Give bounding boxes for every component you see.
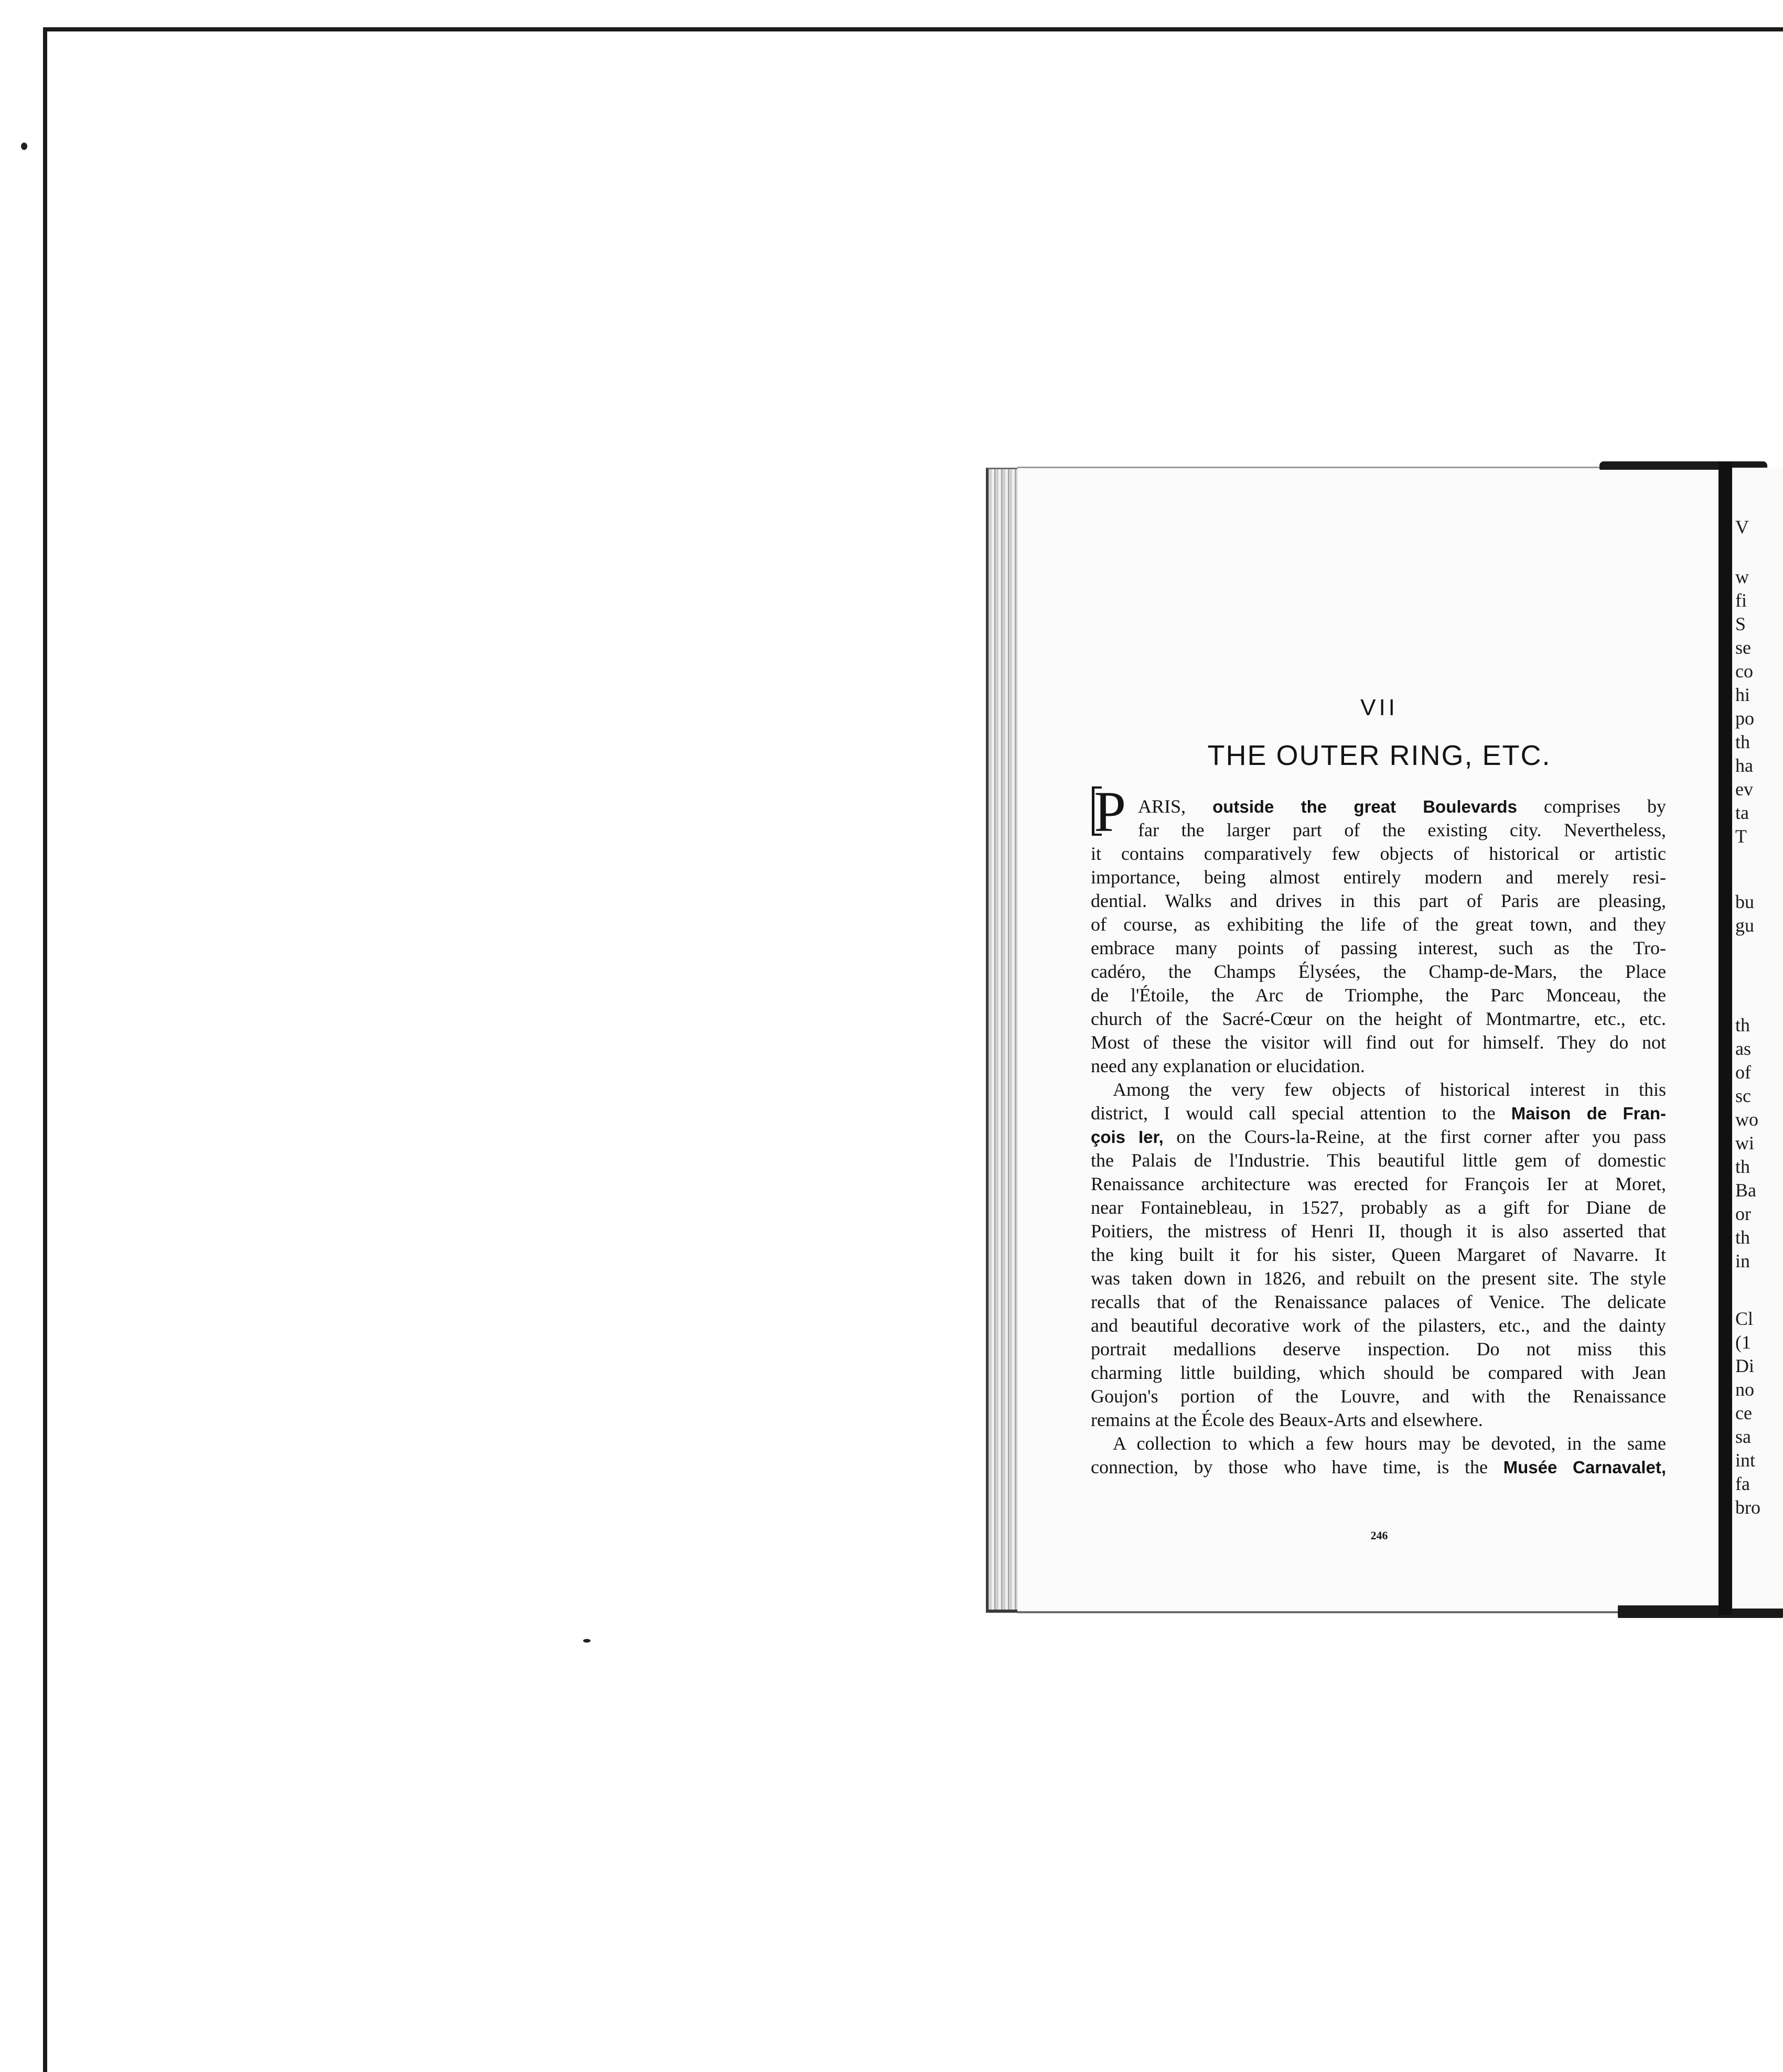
text-line-content: de l'Étoile, the Arc de Triomphe, the Parc Monceau, the — [1091, 985, 1666, 1006]
facing-page-fragment: Di — [1735, 1355, 1754, 1376]
text-line — [1091, 1101, 1666, 1125]
facing-page-fragment: wo — [1735, 1109, 1758, 1130]
text-line-content: dential. Walks and drives in this part of Paris are pleasing, — [1091, 890, 1666, 911]
facing-page-fragment: S — [1735, 613, 1746, 634]
facing-page-fragment: Cl — [1735, 1308, 1754, 1329]
text-line — [1113, 1077, 1666, 1102]
text-line-content: Poitiers, the mistress of Henri II, though it is also asserted that — [1091, 1221, 1666, 1242]
text-line — [1091, 1219, 1666, 1243]
scan-frame-left — [43, 27, 47, 2072]
facing-page-fragment: in — [1735, 1250, 1750, 1271]
text-line — [1091, 912, 1666, 936]
facing-page-fragment: sa — [1735, 1426, 1751, 1447]
text-line-content: the king built it for his sister, Queen Margaret of Navarre. It — [1091, 1244, 1666, 1265]
text-line-content: Renaissance architecture was erected for François Ier at Moret, — [1091, 1173, 1666, 1194]
text-line — [1091, 841, 1666, 866]
facing-page-fragment: V — [1735, 516, 1749, 537]
facing-page-fragment: po — [1735, 708, 1754, 729]
scan-speck — [583, 1639, 590, 1643]
text-line — [1091, 936, 1666, 960]
facing-page-fragment: or — [1735, 1203, 1751, 1224]
page-edges — [986, 468, 1021, 1613]
text-line-content: church of the Sacré-Cœur on the height of Montmartre, etc., etc. — [1091, 1008, 1666, 1029]
text-line-content: charming little building, which should be compared with Jean — [1091, 1362, 1666, 1383]
facing-page-fragment: ha — [1735, 755, 1753, 776]
facing-page-fragment: bu — [1735, 891, 1754, 912]
text-run: ARIS, — [1138, 796, 1213, 817]
text-line — [1091, 1290, 1666, 1314]
text-line-content: remains at the École des Beaux-Arts and elsewhere. — [1091, 1409, 1483, 1430]
scan-speck — [21, 143, 27, 150]
text-line-content: importance, being almost entirely modern and merely resi- — [1091, 867, 1666, 888]
text-run: connection, by those who have time, is the — [1091, 1456, 1503, 1477]
chapter-title: THE OUTER RING, ETC. — [1207, 740, 1551, 771]
facing-page-fragment: as — [1735, 1038, 1751, 1059]
facing-page-fragment: sc — [1735, 1085, 1751, 1106]
facing-page-fragment: bro — [1735, 1497, 1760, 1518]
facing-page-fragment: ta — [1735, 802, 1749, 823]
text-line — [1091, 983, 1666, 1007]
text-line — [1138, 794, 1666, 818]
facing-page-fragment: th — [1735, 1227, 1750, 1248]
text-line — [1091, 1313, 1666, 1337]
facing-page-fragment: se — [1735, 637, 1751, 658]
facing-page-fragment: th — [1735, 1156, 1750, 1177]
text-line-content: of course, as exhibiting the life of the great town, and they — [1091, 914, 1666, 935]
text-line — [1113, 1431, 1666, 1455]
text-run: district, I would call special attention to the — [1091, 1103, 1511, 1124]
text-line — [1091, 1361, 1666, 1385]
chapter-number: VII — [1360, 695, 1398, 720]
facing-page-fragment: Ba — [1735, 1180, 1756, 1201]
text-line-content: portrait medallions deserve inspection. Do not miss this — [1091, 1339, 1666, 1359]
text-line — [1091, 1148, 1666, 1172]
bold-term: Musée Carnavalet, — [1503, 1458, 1666, 1477]
text-line-content: recalls that of the Renaissance palaces of Venice. The delicate — [1091, 1291, 1666, 1312]
text-line — [1091, 1266, 1666, 1290]
facing-page-fragment: wi — [1735, 1132, 1754, 1153]
facing-page-fragment: T — [1735, 826, 1747, 847]
facing-page-fragment: fi — [1735, 590, 1747, 611]
bold-term: outside the great Boulevards — [1212, 797, 1517, 816]
facing-page-fragment: fa — [1735, 1473, 1750, 1494]
book-spine — [1718, 461, 1732, 1615]
facing-page-fragment: no — [1735, 1379, 1754, 1400]
facing-page-fragment: th — [1735, 731, 1750, 752]
text-line-content: need any explanation or elucidation. — [1091, 1055, 1365, 1076]
facing-page-fragment: w — [1735, 566, 1749, 587]
text-line — [1091, 1007, 1666, 1031]
text-line — [1091, 959, 1666, 984]
text-line-content: cadéro, the Champs Élysées, the Champ-de-Mars, the Place — [1091, 961, 1666, 982]
text-line — [1091, 1408, 1666, 1432]
facing-page-fragment: int — [1735, 1450, 1756, 1471]
facing-page-fragment: ev — [1735, 779, 1753, 800]
text-line-content: Goujon's portion of the Louvre, and with the Renaissance — [1091, 1386, 1666, 1407]
facing-page-fragment: gu — [1735, 915, 1754, 936]
page-number: 246 — [1370, 1529, 1388, 1542]
text-line — [1091, 1054, 1666, 1078]
text-line-content: Most of these the visitor will find out for himself. They do not — [1091, 1032, 1666, 1053]
text-line — [1091, 1030, 1666, 1054]
facing-page-fragment: hi — [1735, 684, 1750, 705]
scan-frame-top — [43, 27, 1783, 31]
text-line-content: A collection to which a few hours may be devoted, in the same — [1113, 1433, 1666, 1454]
text-line-content: near Fontainebleau, in 1527, probably as a gift for Diane de — [1091, 1197, 1666, 1218]
text-line-content: was taken down in 1826, and rebuilt on the present site. The style — [1091, 1268, 1666, 1289]
text-line-content: it contains comparatively few objects of historical or artistic — [1091, 843, 1666, 864]
text-line — [1091, 1337, 1666, 1361]
text-run: comprises by — [1517, 796, 1666, 817]
text-line — [1091, 1455, 1666, 1479]
facing-page-fragment: th — [1735, 1015, 1750, 1035]
text-line — [1138, 818, 1666, 842]
facing-page-fragment: of — [1735, 1062, 1751, 1083]
facing-page-fragment: co — [1735, 661, 1753, 682]
text-line — [1091, 865, 1666, 889]
text-run: on the Cours-la-Reine, at the first corner after you pass — [1163, 1126, 1666, 1147]
text-line — [1091, 1195, 1666, 1220]
text-line — [1091, 1125, 1666, 1149]
text-line — [1091, 1243, 1666, 1267]
text-line — [1091, 1384, 1666, 1408]
right-page-fragment — [1732, 468, 1783, 1609]
text-line — [1091, 1172, 1666, 1196]
bold-term: Maison de Fran- — [1511, 1104, 1666, 1123]
text-line — [1091, 889, 1666, 913]
text-line-content: Among the very few objects of historical interest in this — [1113, 1079, 1666, 1100]
facing-page-fragment: (1 — [1735, 1332, 1751, 1353]
text-line-content: and beautiful decorative work of the pilasters, etc., and the dainty — [1091, 1315, 1666, 1336]
text-line-content: far the larger part of the existing city. Nevertheless, — [1138, 819, 1666, 840]
facing-page-fragment: ce — [1735, 1402, 1752, 1423]
text-line-content: embrace many points of passing interest, such as the Tro- — [1091, 937, 1666, 958]
drop-cap: P — [1094, 780, 1126, 844]
text-line-content: the Palais de l'Industrie. This beautiful little gem of domestic — [1091, 1150, 1666, 1171]
bold-term: çois Ier, — [1091, 1127, 1164, 1147]
